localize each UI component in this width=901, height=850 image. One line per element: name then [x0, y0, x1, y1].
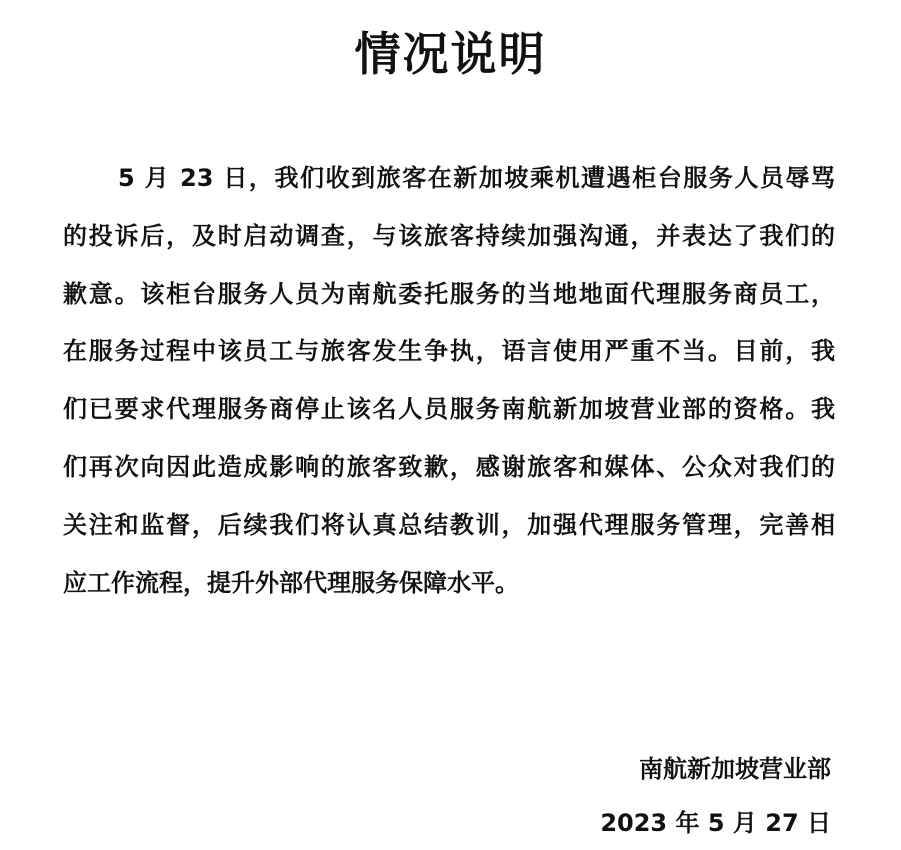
paragraph-line: 在服务过程中该员工与旅客发生争执，语言使用严重不当。目前，我: [63, 337, 835, 366]
signature-organization: 南航新加坡营业部: [639, 755, 831, 783]
signature-date: 2023 年 5 月 27 日: [600, 809, 831, 837]
signature-block: [600, 742, 831, 850]
statement-paragraph: [63, 150, 835, 612]
paragraph-line: 们再次向因此造成影响的旅客致歉，感谢旅客和媒体、公众对我们的: [63, 452, 835, 481]
paragraph-line: 应工作流程，提升外部代理服务保障水平。: [63, 568, 519, 597]
paragraph-line: 的投诉后，及时启动调查，与该旅客持续加强沟通，并表达了我们的: [63, 221, 835, 250]
paragraph-line: 歉意。该柜台服务人员为南航委托服务的当地地面代理服务商员工，: [63, 279, 835, 308]
paragraph-line: 们已要求代理服务商停止该名人员服务南航新加坡营业部的资格。我: [63, 395, 835, 424]
paragraph-line: 5 月 23 日，我们收到旅客在新加坡乘机遭遇柜台服务人员辱骂: [118, 164, 835, 192]
paragraph-line: 关注和监督，后续我们将认真总结教训，加强代理服务管理，完善相: [63, 510, 835, 539]
document-title: 情况说明: [354, 27, 547, 81]
